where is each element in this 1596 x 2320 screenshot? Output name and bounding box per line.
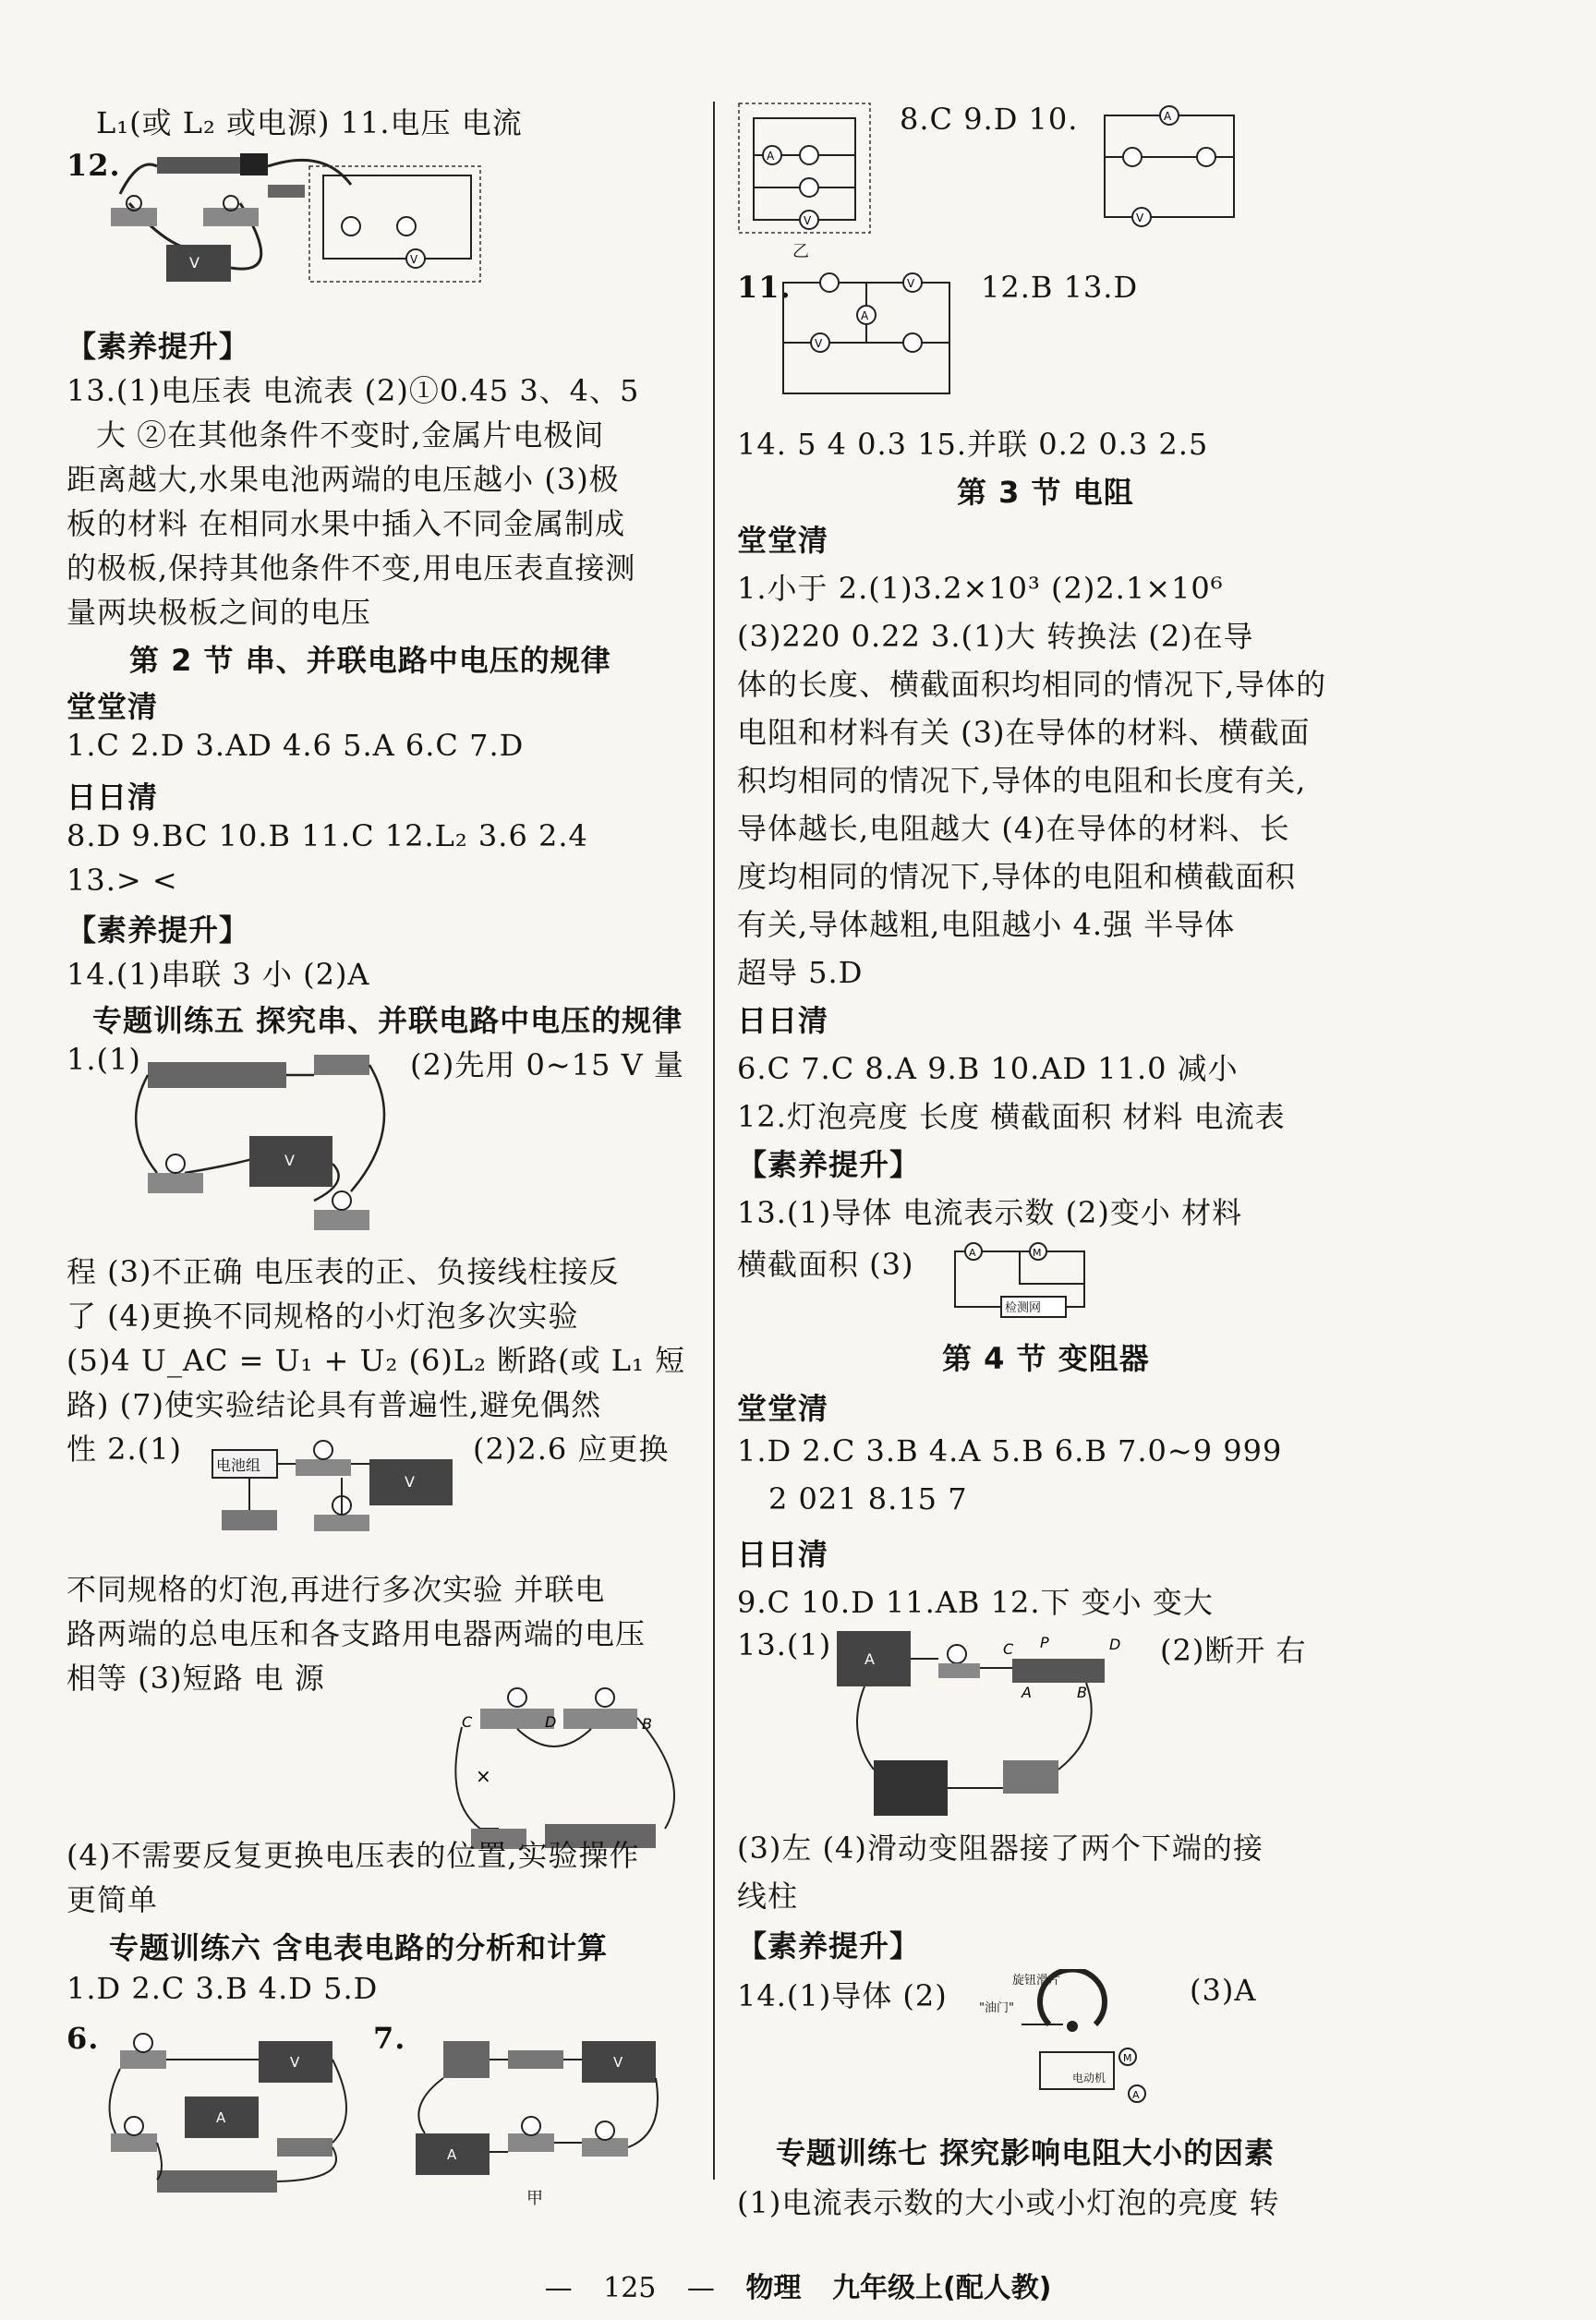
section-title: 专题训练七 探究影响电阻大小的因素 (776, 2135, 1276, 2170)
svg-text:B: B (642, 1715, 652, 1733)
svg-text:P: P (1040, 1634, 1049, 1651)
answer-line: 2 021 8.15 7 (768, 1481, 968, 1516)
battery-group-label: 电池组 (216, 1456, 261, 1474)
answer-line: (4)不需要反复更换电压表的位置,实验操作 (66, 1838, 640, 1873)
answer-line: 相等 (3)短路 电 源 (66, 1661, 325, 1696)
svg-text:V: V (804, 214, 812, 227)
svg-text:V: V (815, 337, 823, 350)
svg-text:A: A (767, 150, 775, 163)
page-footer (0, 2265, 1596, 2305)
svg-text:C: C (462, 1713, 473, 1731)
section-heading: 日日清 (66, 779, 159, 815)
answer-line: 程 (3)不正确 电压表的正、负接线柱接反 (66, 1254, 620, 1289)
section-heading: 【素养提升】 (66, 912, 250, 948)
svg-text:A: A (1132, 2089, 1140, 2101)
answer-line: 路) (7)使实验结论具有普遍性,避免偶然 (66, 1387, 602, 1422)
circuit-figure-r14-2 (975, 1969, 1160, 2108)
footer-subject: 物理 (745, 2272, 802, 2304)
figure-caption-jia: 甲 (526, 2189, 543, 2207)
answer-line: 超导 5.D (737, 955, 864, 990)
question-number: 7. (373, 2021, 406, 2056)
motor-label: 电动机 (1072, 2072, 1106, 2084)
answer-line: 导体越长,电阻越大 (4)在导体的材料、长 (737, 811, 1290, 846)
answer-line: 1.D 2.C 3.B 4.D 5.D (66, 1971, 379, 2006)
answer-line: 性 2.(1) (66, 1432, 183, 1467)
answer-line: 板的材料 在相同水果中插入不同金属制成 (66, 506, 626, 541)
svg-text:A: A (861, 309, 869, 322)
circuit-figure-r13-3 (946, 1238, 1094, 1321)
answer-line: 9.C 10.D 11.AB 12.下 变小 变大 (737, 1585, 1214, 1620)
svg-text:V: V (907, 277, 915, 290)
knob-slider-label: 旋钮滑片 (1012, 1974, 1061, 1988)
answer-line: 不同规格的灯泡,再进行多次实验 并联电 (66, 1572, 606, 1607)
page-number: 125 (603, 2272, 657, 2304)
svg-text:V: V (405, 1473, 415, 1491)
section-title: 第 3 节 电阻 (957, 475, 1134, 510)
answer-line: 8.C 9.D 10. (900, 102, 1079, 137)
svg-text:V: V (1136, 211, 1144, 224)
section-heading: 日日清 (737, 1003, 829, 1038)
section-heading: 日日清 (737, 1537, 829, 1572)
footer-dash: — (544, 2272, 573, 2304)
svg-text:C: C (1003, 1640, 1014, 1658)
answer-line: (5)4 U_AC = U₁ + U₂ (6)L₂ 断路(或 L₁ 短 (66, 1343, 685, 1378)
svg-text:A: A (447, 2146, 457, 2163)
answer-line: L₁(或 L₂ 或电源) 11.电压 电流 (96, 105, 523, 140)
section-heading: 【素养提升】 (737, 1147, 921, 1182)
circuit-figure-10 (1095, 92, 1243, 231)
detect-net-label: 检测网 (1005, 1301, 1042, 1315)
svg-text:×: × (476, 1765, 491, 1787)
answer-line: 13.(1) (737, 1627, 832, 1662)
question-number: 6. (66, 2021, 100, 2056)
answer-line: 线柱 (737, 1879, 799, 1914)
circuit-figure-11 (774, 264, 959, 403)
svg-text:V: V (410, 253, 418, 266)
answer-line: 路两端的总电压和各支路用电器两端的电压 (66, 1616, 647, 1651)
circuit-figure-zt5-1 (129, 1034, 406, 1238)
answer-line: 大 ②在其他条件不变时,金属片电极间 (96, 417, 605, 453)
column-divider (713, 102, 715, 2180)
svg-text:A: A (969, 1247, 976, 1259)
svg-text:M: M (1033, 1247, 1042, 1259)
answer-line: 1.小于 2.(1)3.2×10³ (2)2.1×10⁶ (737, 571, 1224, 606)
section-title: 专题训练五 探究串、并联电路中电压的规律 (92, 1003, 683, 1038)
circuit-figure-zt5-2 (203, 1422, 462, 1542)
section-heading: 堂堂清 (737, 1391, 829, 1426)
circuit-figure-yi (735, 100, 874, 266)
question-number: 12. (66, 148, 121, 183)
svg-text:A: A (1022, 1684, 1032, 1701)
answer-line: 1.(1) (66, 1042, 141, 1077)
answer-line: 14.(1)导体 (2) (737, 1978, 948, 2013)
answer-line: 14.(1)串联 3 小 (2)A (66, 957, 370, 992)
throttle-label: "油门" (979, 2001, 1014, 2015)
section-heading: 堂堂清 (737, 523, 829, 558)
svg-text:V: V (290, 2054, 300, 2071)
svg-text:A: A (216, 2109, 226, 2126)
answer-line: 积均相同的情况下,导体的电阻和长度有关, (737, 763, 1307, 798)
svg-text:D: D (545, 1713, 557, 1731)
svg-text:V: V (284, 1152, 295, 1169)
svg-text:D: D (1109, 1636, 1121, 1653)
section-heading: 【素养提升】 (66, 329, 250, 364)
answer-line: 度均相同的情况下,导体的电阻和横截面积 (737, 859, 1297, 894)
section-title: 第 4 节 变阻器 (942, 1341, 1150, 1376)
svg-text:B: B (1077, 1684, 1087, 1701)
circuit-figure-r13-1 (828, 1622, 1142, 1825)
svg-text:M: M (1123, 2052, 1132, 2064)
answer-line: 的极板,保持其他条件不变,用电压表直接测 (66, 550, 636, 586)
answer-line: 了 (4)更换不同规格的小灯泡多次实验 (66, 1299, 579, 1334)
answer-line: 电阻和材料有关 (3)在导体的材料、横截面 (737, 715, 1311, 750)
answer-line: 13.(1)电压表 电流表 (2)①0.45 3、4、5 (66, 373, 640, 408)
answer-line: (3)A (1190, 1973, 1257, 2008)
answer-line: (2)2.6 应更换 (473, 1432, 670, 1467)
section-heading: 【素养提升】 (737, 1928, 921, 1964)
answer-line: 12.灯泡亮度 长度 横截面积 材料 电流表 (737, 1099, 1286, 1134)
answer-line: 13.> < (66, 863, 178, 898)
answer-line: 14. 5 4 0.3 15.并联 0.2 0.3 2.5 (737, 427, 1209, 462)
circuit-figure-12 (102, 148, 490, 286)
answer-line: 体的长度、横截面积均相同的情况下,导体的 (737, 667, 1327, 702)
circuit-figure-zt6-6 (102, 2023, 360, 2198)
answer-line: 横截面积 (3) (737, 1247, 914, 1282)
circuit-figure-zt6-7 (397, 2023, 665, 2207)
answer-line: 量两块极板之间的电压 (66, 595, 372, 630)
answer-line: (1)电流表示数的大小或小灯泡的亮度 转 (737, 2185, 1280, 2220)
question-number: 11. (737, 270, 792, 305)
figure-caption-yi: 乙 (792, 242, 809, 261)
answer-line: 1.D 2.C 3.B 4.A 5.B 6.B 7.0~9 999 (737, 1433, 1283, 1468)
circuit-figure-zt5-2-3 (443, 1672, 693, 1856)
answer-line: 12.B 13.D (981, 270, 1139, 305)
answer-line: (3)左 (4)滑动变阻器接了两个下端的接 (737, 1831, 1264, 1866)
section-title: 第 2 节 串、并联电路中电压的规律 (129, 643, 611, 678)
answer-line: 更简单 (66, 1882, 159, 1917)
answer-line: (3)220 0.22 3.(1)大 转换法 (2)在导 (737, 619, 1254, 654)
section-heading: 堂堂清 (66, 689, 159, 724)
answer-line: 有关,导体越粗,电阻越小 4.强 半导体 (737, 907, 1236, 942)
answer-line: 8.D 9.BC 10.B 11.C 12.L₂ 3.6 2.4 (66, 818, 588, 853)
answer-line: 6.C 7.C 8.A 9.B 10.AD 11.0 减小 (737, 1051, 1239, 1086)
footer-dash: — (686, 2272, 715, 2304)
answer-line: (2)断开 右 (1160, 1633, 1307, 1668)
answer-line: 距离越大,水果电池两端的电压越小 (3)极 (66, 462, 620, 497)
answer-line: 13.(1)导体 电流表示数 (2)变小 材料 (737, 1195, 1243, 1230)
section-title: 专题训练六 含电表电路的分析和计算 (109, 1930, 609, 1965)
svg-text:V: V (189, 254, 200, 272)
svg-text:V: V (613, 2054, 623, 2071)
footer-grade: 九年级上(配人教) (832, 2272, 1052, 2304)
answer-line: 1.C 2.D 3.AD 4.6 5.A 6.C 7.D (66, 728, 525, 763)
answer-line: (2)先用 0~15 V 量 (410, 1047, 684, 1082)
svg-text:A: A (1164, 110, 1172, 123)
svg-text:A: A (864, 1650, 875, 1668)
